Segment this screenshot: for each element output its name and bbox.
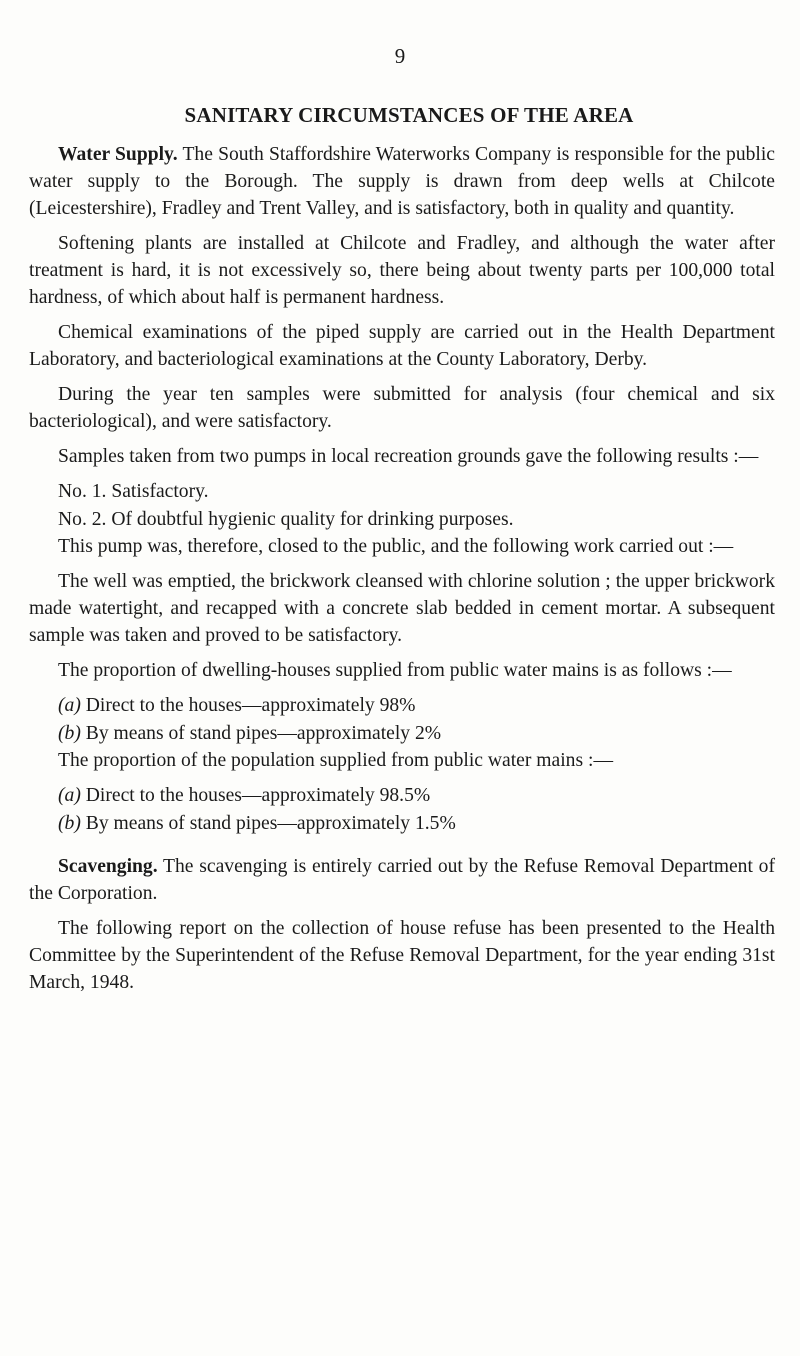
- scavenging-paragraph: [29, 853, 775, 907]
- pump-results-list: [29, 478, 775, 533]
- item-letter: (b): [58, 813, 81, 834]
- list-item: No. 1. Satisfactory.: [58, 481, 209, 502]
- water-supply-paragraph: [29, 141, 775, 222]
- dwellings-list: [29, 692, 775, 747]
- section-heading: SANITARY CIRCUMSTANCES OF THE AREA: [184, 103, 634, 127]
- item-text: By means of stand pipes—approximately 1.5%: [80, 813, 456, 834]
- softening-paragraph: Softening plants are installed at Chilcote and Fradley, and although the water after treatment is hard, it is not excessively so, there being about twenty parts per 100,000 total hardness, of which about half is permanent hardness.: [29, 233, 775, 308]
- list-item: [29, 692, 775, 719]
- scavenging-lead: Scavenging.: [58, 856, 158, 877]
- item-letter: (b): [58, 723, 81, 744]
- list-item: [29, 720, 775, 747]
- body-text: [29, 141, 775, 996]
- page-number: 9: [394, 44, 406, 68]
- pump-closed-paragraph: This pump was, therefore, closed to the public, and the following work carried out :—: [58, 536, 734, 557]
- dwellings-intro-paragraph: The proportion of dwelling-houses supplied from public water mains is as follows :—: [58, 660, 732, 681]
- item-letter: (a): [58, 695, 81, 716]
- list-item: [29, 810, 775, 837]
- scavenging-text: The scavenging is entirely carried out by the Refuse Removal Department of the Corporation.: [29, 856, 775, 904]
- list-item: [29, 782, 775, 809]
- samples-intro-paragraph: Samples taken from two pumps in local recreation grounds gave the following results :—: [58, 446, 759, 467]
- population-intro-paragraph: The proportion of the population supplied from public water mains :—: [58, 750, 614, 771]
- water-supply-text: The South Staffordshire Waterworks Company is responsible for the public water supply to the Borough. The supply is drawn from deep wells at Chilcote (Leicestershire), Fradley and Trent Valley, and is satisfactory, both in quality and quantity.: [29, 144, 775, 219]
- during-year-paragraph: During the year ten samples were submitted for analysis (four chemical and six bacteriological), and were satisfactory.: [29, 384, 775, 432]
- item-text: Direct to the houses—approximately 98.5%: [80, 785, 431, 806]
- item-text: By means of stand pipes—approximately 2%: [80, 723, 442, 744]
- well-work-paragraph: The well was emptied, the brickwork cleansed with chlorine solution ; the upper brickwork made watertight, and recapped with a concrete slab bedded in cement mortar. A subsequent sample was taken and proved to be satisfactory.: [29, 571, 775, 646]
- list-item: No. 2. Of doubtful hygienic quality for drinking purposes.: [58, 509, 514, 530]
- population-list: [29, 782, 775, 837]
- item-text: Direct to the houses—approximately 98%: [80, 695, 416, 716]
- water-supply-lead: Water Supply.: [58, 144, 178, 165]
- item-letter: (a): [58, 785, 81, 806]
- report-paragraph: The following report on the collection of house refuse has been presented to the Health Committee by the Superintendent of the Refuse Removal Department, for the year ending 31st March, 1948.: [29, 918, 775, 993]
- chemical-paragraph: Chemical examinations of the piped supply are carried out in the Health Department Laboratory, and bacteriological examinations at the County Laboratory, Derby.: [29, 322, 775, 370]
